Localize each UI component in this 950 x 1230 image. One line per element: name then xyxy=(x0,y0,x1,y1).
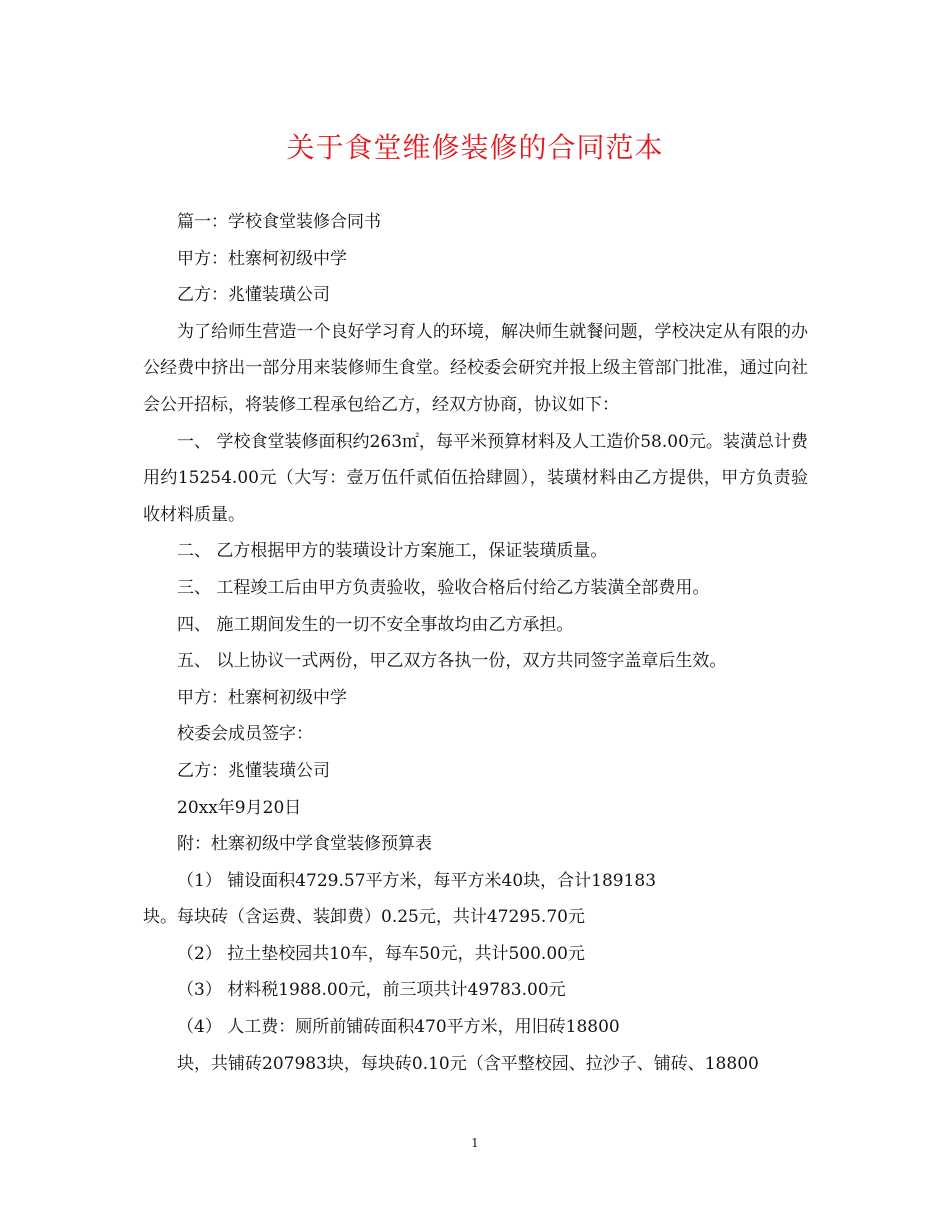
clause-2: 二、 乙方根据甲方的装璜设计方案施工，保证装璜质量。 xyxy=(177,541,608,562)
section-heading: 篇一：学校食堂装修合同书 xyxy=(177,212,381,232)
clause-5: 五、 以上协议一式两份，甲乙双方各执一份，双方共同签字盖章后生效。 xyxy=(177,651,727,672)
signature-committee: 校委会成员签字： xyxy=(177,724,313,745)
budget-item-1-cont: 块。每块砖（含运费、装卸费）0.25元，共计47295.70元 xyxy=(143,907,585,928)
clause-4: 四、 施工期间发生的一切不安全事故均由乙方承担。 xyxy=(177,614,574,635)
signature-party-b: 乙方：兆懂装璜公司 xyxy=(177,760,330,781)
budget-item-4-cont: 块，共铺砖207983块，每块砖0.10元（含平整校园、拉沙子、铺砖、18800 xyxy=(177,1053,759,1074)
budget-item-2: （2） 拉土垫校园共10车，每车50元，共计500.00元 xyxy=(177,943,585,964)
party-b: 乙方：兆懂装璜公司 xyxy=(177,285,330,306)
budget-item-3: （3） 材料税1988.00元，前三项共计49783.00元 xyxy=(177,980,566,1001)
budget-item-4: （4） 人工费：厕所前铺砖面积470平方米，用旧砖18800 xyxy=(177,1017,620,1038)
intro-paragraph: 为了给师生营造一个良好学习育人的环境，解决师生就餐问题，学校决定从有限的办公经费中挤出一部分用来装修师生食堂。经校委会研究并报上级主管部门批准，通过向社会公开招标，将装修工程承包给乙方，经双方协商，协议如下： xyxy=(143,321,808,415)
party-a: 甲方：杜寨柯初级中学 xyxy=(177,248,347,269)
signature-date: 20xx年9月20日 xyxy=(177,797,302,818)
clause-1: 一、 学校食堂装修面积约263㎡，每平米预算材料及人工造价58.00元。装潢总计费用约15254.00元（大写：壹万伍仟贰佰伍拾肆圆），装璜材料由乙方提供，甲方负责验收材料质量。 xyxy=(143,431,808,525)
signature-party-a: 甲方：杜寨柯初级中学 xyxy=(177,687,347,708)
clause-3: 三、 工程竣工后由甲方负责验收，验收合格后付给乙方装潢全部费用。 xyxy=(177,577,710,598)
budget-item-1: （1） 铺设面积4729.57平方米，每平方米40块，合计189183 xyxy=(177,870,657,891)
appendix-title: 附：杜寨初级中学食堂装修预算表 xyxy=(177,834,432,855)
document-body xyxy=(143,204,808,1082)
page-number: 1 xyxy=(471,1136,479,1150)
document-title: 关于食堂维修装修的合同范本 xyxy=(286,131,664,164)
